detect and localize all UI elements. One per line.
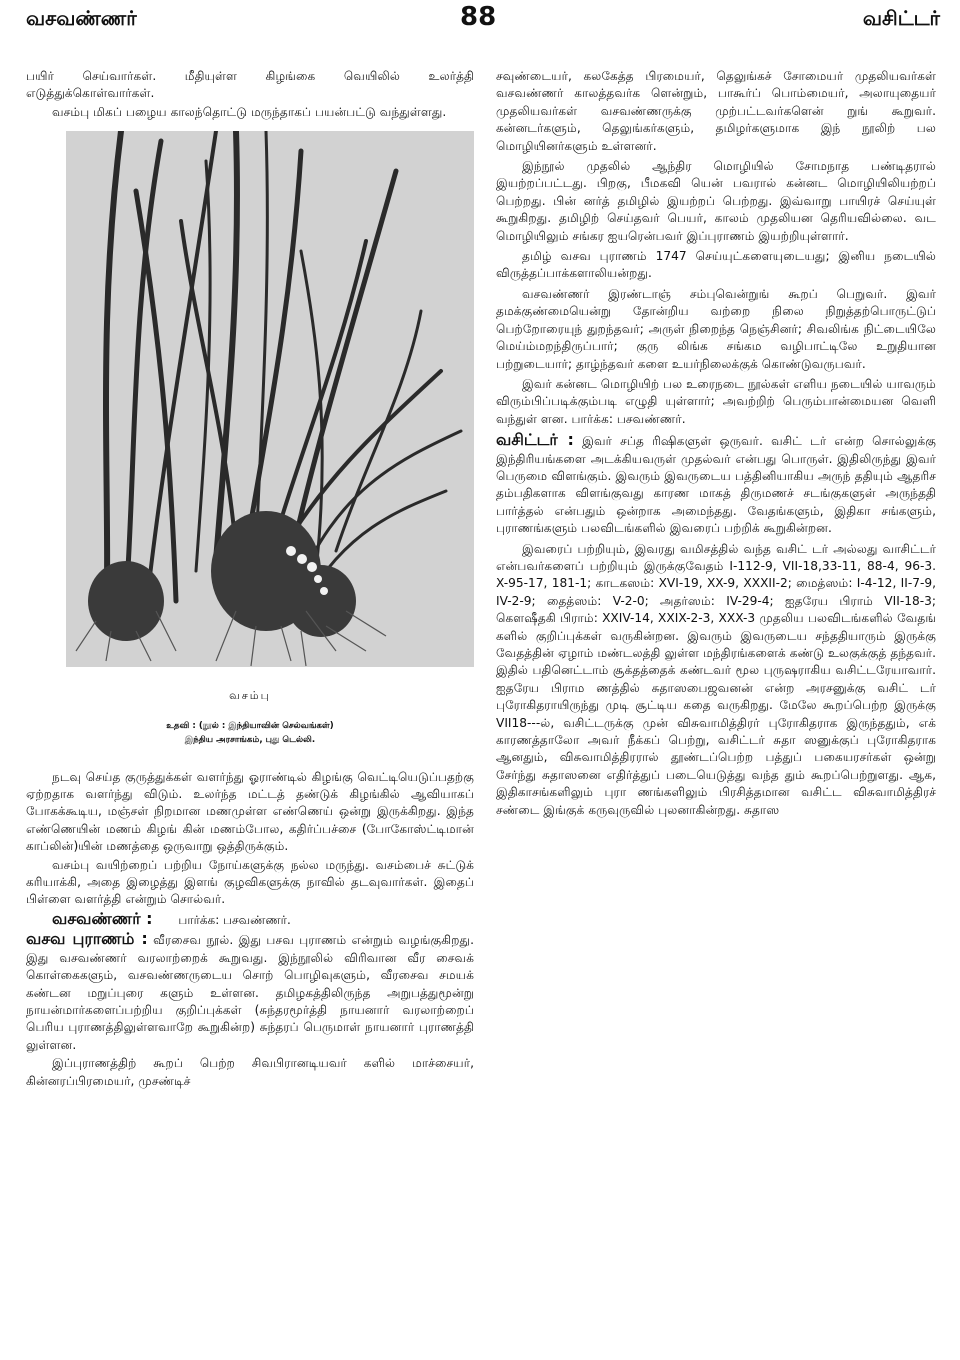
paragraph: இவர் கன்னட மொழியிற் பல உரைநடை நூல்கள் எளிய நடையில் யாவரும் விரும்பிப்படிக்கும்படி எழுதி யுள்ளார்; அவற்றிற் பெரும்பான்மையன வெளி வந்துள் ளன. பார்க்க: பசவண்ணர். [496,376,936,426]
paragraph: இப்புராணத்திற் கூறப் பெற்ற சிவபிரானடியவர் களில் மாச்சையர், கின்னரப்பிரமையர், முசண்டிச் [26,1056,474,1088]
plant-photo [66,131,474,667]
running-head-right: வசிட்டர் [862,6,940,30]
paragraph: வசவண்ணர் இரண்டாஞ் சம்புவென்றுங் கூறப் பெறுவர். இவர் தமக்குண்மையென்று தோன்றிய வற்றை நிலை நிறுத்தற்பொருட்டுப் பெற்றோரையுந் துறந்தவர்; அருள் நிறைந்த நெஞ்சினர்; சிவலிங்க நிட்டையிலே மெய்ம்மறந்திருப்பார்; குரு லிங்க சங்கம வழிபாட்டிலே உறுதியான பற்றுடையார்; தாழ்ந்தவர் களை உயர்நிலைக்குக் கொண்டுவருபவர். [496,286,936,371]
running-head-left: வசவண்ணர் [26,6,137,30]
figure [26,131,474,746]
entry-term: வசவ புராணம் : [26,929,148,949]
paragraph: இந்நூல் முதலில் ஆந்திர மொழியில் சோமநாத பண்டிதரால் இயற்றப்பட்டது. பிறகு, பீமகவி யென் பவரால் கன்னட மொழியிலியற்றப் பெற்றது. பின் னர்த் தமிழில் இயற்றப் பெற்றது. இவ்வாறு பாயிரச் செய்யுள் கூறுகிறது. தமிழிற் செய்தவர் பெயர், காலம் முதலியன தெரியவில்லை. வட மொழியிலும் சங்கர ஐயரென்பவர் இப்புராணம் இயற்றியுள்ளார். [496,159,936,243]
cross-reference: பார்க்க: பசவண்ணர். [178,912,291,927]
entry-text: இவர் சப்த ரிஷிகளுள் ஒருவர். வசிட் டர் என்ற சொல்லுக்கு இந்திரியங்களை அடக்கியவருள் முதல்வர் என்பது பொருள். இதிலிருந்து இவர் பெருமை விளங்கும். இவரும் இவருடைய பத்தினியாகிய அருந் ததியும் ஆதரிச தம்பதிகளாக விளங்குவது காரண மாகத் திருமணச் சடங்குகளுள் அருந்ததி பார்த்தல் என்பதும் ஒன்றாக அமைந்தது. வேதங்களும், இதிகா சங்களும், புராணங்களும் பலவிடங்களில் இவரைப் பற்றிக் கூறுகின்றன. [496,434,936,536]
left-column [26,68,474,1356]
paragraph: சவுண்டையர், கலகேத்த பிரமையர், தெலுங்கச் சோமையர் முதலியவர்கள் வசவண்ணர் காலத்தவர்க ளென்றும், பாகூர்ப் பொம்மையர், அலாயுதையர் முதலியவர்கள் வசவண்ணருக்கு முற்பட்டவர்களென் றுங் கூறுவர். கன்னடர்களும், தெலுங்கர்களும், தமிழர்களுமாக இந் நூலிற் பல மொழியினர்களும் உள்ளனர். [496,69,936,153]
entry-vasavannar [26,910,474,929]
entry-term: வசிட்டர் : [496,430,574,450]
paragraph: பயிர் செய்வார்கள். மீதியுள்ள கிழங்கை வெயிலில் உலர்த்தி எடுத்துக்கொள்வார்கள். [26,69,474,101]
page-header [20,0,940,44]
figure-caption: வசம்பு [229,689,271,703]
paragraph: தமிழ் வசவ புராணம் 1747 செய்யுட்களையுடையது; இனிய நடையில் விருத்தப்பாக்களாலியன்றது. [496,249,936,281]
entry-vasava-puranam [26,930,474,1054]
page-number: 88 [460,2,497,32]
figure-credit-line: இந்திய அரசாங்கம், புது டெல்லி. [184,734,316,745]
figure-credit-line: உதவி : (நூல் : இந்தியாவின் செல்வங்கள்) [166,720,334,731]
paragraph: வசம்பு வயிற்றைப் பற்றிய நோய்களுக்கு நல்ல மருந்து. வசம்பைச் சுட்டுக் கரியாக்கி, அதை இழைத்து இளங் குழவிகளுக்கு நாவில் தடவுவார்கள். இதைப் பிள்ளை வளர்த்தி என்றும் சொல்வர். [26,857,474,907]
paragraph: நடவு செய்த குருத்துக்கள் வளர்ந்து ஓராண்டில் கிழங்கு வெட்டியெடுப்பதற்கு ஏற்றதாக வளர்ந்து விடும். உலர்ந்த மட்டத் தண்டுக் கிழங்கில் ஆவியாகப் போகக்கூடிய, மஞ்சள் நிறமான மணமுள்ள எண்ணெய் ஒன்று இருக்கிறது. இந்த எண்ணெயின் மணம் கிழங் கின் மணம்போல, கதிர்ப்பச்சை (போகோஸ்ட்டிமான் காப்லின்)யின் மணத்தை ஒருவாறு ஒத்திருக்கும். [26,769,474,854]
entry-term: வசவண்ணர் : [52,908,153,928]
right-column [496,68,936,1356]
paragraph: வசம்பு மிகப் பழைய காலந்தொட்டு மருந்தாகப் பயன்பட்டு வந்துள்ளது. [52,104,447,119]
entry-text: வீரசைவ நூல். இது பசவ புராணம் என்றும் வழங்குகிறது. இது வசவண்ணர் வரலாற்றைக் கூறுவது. இந்நூலில் விரிவான வீர சைவக் கொள்கைகளும், வசவண்ணருடைய சொற் பொழிவுகளும், வீரசைவ சமயக் கண்டன மறுப்புரை களும் உள்ளன. தமிழகத்திலிருந்த அறுபத்துமூன்று நாயன்மார்களைப்பற்றிய குறிப்புக்கள் (சுந்தரமூர்த்தி நாயனார் வரலாற்றைப் பெரிய புராணத்திலுள்ளவாறே கூறுகின்ற) சுந்தரப் பெருமாள் நாயனார் புராணத்தி லுள்ளன. [26,933,474,1052]
entry-vasittar [496,431,936,537]
figure-credit [26,719,474,747]
paragraph: இவரைப் பற்றியும், இவரது வமிசத்தில் வந்த வசிட் டர் அல்லது வாசிட்டர் என்பவர்களைப் பற்றியும் இருக்குவேதம் I-112-9, VII-18,33-11, 88-4, 96-3. X-95-17, 181-1; காடகஸம்: XVI-19, XX-9, XXXII-2; மைத்ஸம்: I-4-12, II-7-9, IV-2-9; தைத்ஸம்: V-2-0; அதர்ஸம்: IV-29-4; ஐதரேய பிராம் VII-18-3; கௌஷீதகி பிராம்: XXIV-14, XXIX-2-3, XXX-3 முதலிய பலவிடங்களில் வேதங் களில் குறிப்புக்கள் வருகின்றன. இவரும் இவருடைய சந்ததியாரும் இருக்கு வேதத்தின் ஏழாம் மண்டலத்தி லுள்ள மந்திரங்களைக் கண்டு உலகுக்குத் தந்தவர். இதில் பதினெட்டாம் சூக்தத்தைக் கண்டவர் மூல புருஷராகிய வசிட்டரேயாவார். ஐதரேய பிராம ணத்தில் சுதாஸபைஜவனன் என்ற அரசனுக்கு வசிட் டர் புரோகிதராயிருந்து முடி சூட்டிய கதை வருகிறது. மேலே கூறப்பெற்ற இருக்கு VII18---ல், வசிட்டருக்கு முன் விசுவாமித்திரர் புரோகிதராக இருந்ததும், எக் காரணத்தாலோ அவர் நீக்கப் பெற்று, வசிட்டர் சுதா ஸனுக்குப் புரோகிதராக ஆனதும், விசுவாமித்திரரால் தூண்டப்பெற்ற பத்துப் பகையரசர்கள் ஒன்று சேர்ந்து சுதாஸனை எதிர்த்துப் படையெடுத்து வந்த தும் கூறப்பெற்றுளது. ஆக, இதிகாசங்களிலும் புரா ணங்களிலும் பிரசித்தமான வசிட்ட விசுவாமித்திரச் சண்டை இங்குக் கருவுருவில் புலனாகின்றது. சுதாஸ [496,541,936,817]
